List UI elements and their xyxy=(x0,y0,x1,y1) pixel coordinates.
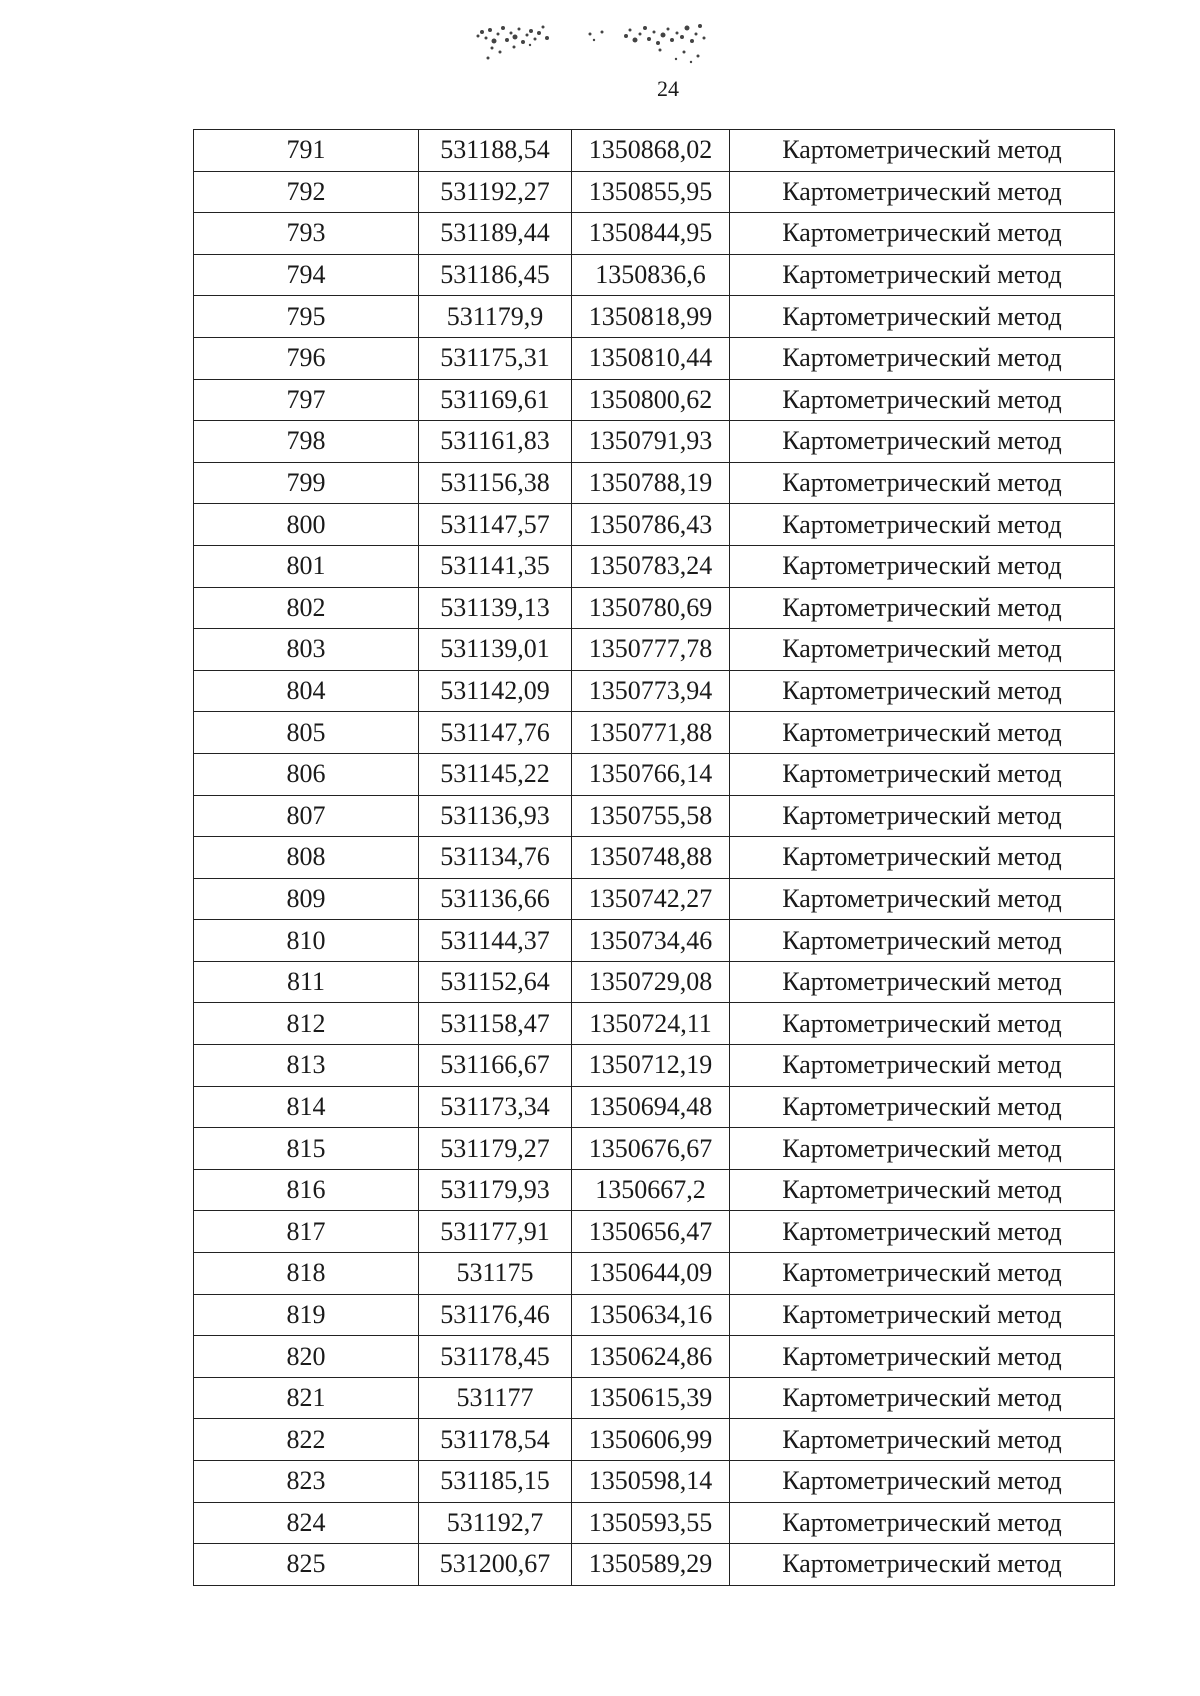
x-coordinate-cell: 531141,35 xyxy=(419,545,572,587)
method-cell: Картометрический метод xyxy=(730,171,1115,213)
y-coordinate-cell: 1350777,78 xyxy=(572,629,730,671)
method-cell: Картометрический метод xyxy=(730,1253,1115,1295)
method-cell: Картометрический метод xyxy=(730,213,1115,255)
table-row xyxy=(194,1128,1115,1170)
y-coordinate-cell: 1350755,58 xyxy=(572,795,730,837)
y-coordinate-cell: 1350771,88 xyxy=(572,712,730,754)
method-cell: Картометрический метод xyxy=(730,545,1115,587)
method-cell: Картометрический метод xyxy=(730,337,1115,379)
y-coordinate-cell: 1350818,99 xyxy=(572,296,730,338)
x-coordinate-cell: 531179,27 xyxy=(419,1128,572,1170)
x-coordinate-cell: 531178,54 xyxy=(419,1419,572,1461)
point-number-cell: 805 xyxy=(194,712,419,754)
y-coordinate-cell: 1350868,02 xyxy=(572,130,730,172)
y-coordinate-cell: 1350589,29 xyxy=(572,1544,730,1586)
x-coordinate-cell: 531144,37 xyxy=(419,920,572,962)
point-number-cell: 798 xyxy=(194,421,419,463)
table-row xyxy=(194,1461,1115,1503)
x-coordinate-cell: 531169,61 xyxy=(419,379,572,421)
method-cell: Картометрический метод xyxy=(730,878,1115,920)
method-cell: Картометрический метод xyxy=(730,1419,1115,1461)
point-number-cell: 809 xyxy=(194,878,419,920)
y-coordinate-cell: 1350766,14 xyxy=(572,753,730,795)
method-cell: Картометрический метод xyxy=(730,837,1115,879)
y-coordinate-cell: 1350773,94 xyxy=(572,670,730,712)
y-coordinate-cell: 1350729,08 xyxy=(572,961,730,1003)
x-coordinate-cell: 531173,34 xyxy=(419,1086,572,1128)
method-cell: Картометрический метод xyxy=(730,1003,1115,1045)
y-coordinate-cell: 1350656,47 xyxy=(572,1211,730,1253)
method-cell: Картометрический метод xyxy=(730,670,1115,712)
table-row xyxy=(194,629,1115,671)
table-row xyxy=(194,462,1115,504)
point-number-cell: 813 xyxy=(194,1045,419,1087)
illegible-stamp-marks xyxy=(470,14,740,68)
table-row xyxy=(194,296,1115,338)
point-number-cell: 823 xyxy=(194,1461,419,1503)
x-coordinate-cell: 531136,93 xyxy=(419,795,572,837)
method-cell: Картометрический метод xyxy=(730,587,1115,629)
x-coordinate-cell: 531147,76 xyxy=(419,712,572,754)
y-coordinate-cell: 1350598,14 xyxy=(572,1461,730,1503)
method-cell: Картометрический метод xyxy=(730,1544,1115,1586)
table-row xyxy=(194,213,1115,255)
table-row xyxy=(194,753,1115,795)
method-cell: Картометрический метод xyxy=(730,296,1115,338)
table-row xyxy=(194,337,1115,379)
x-coordinate-cell: 531166,67 xyxy=(419,1045,572,1087)
y-coordinate-cell: 1350748,88 xyxy=(572,837,730,879)
y-coordinate-cell: 1350724,11 xyxy=(572,1003,730,1045)
x-coordinate-cell: 531179,9 xyxy=(419,296,572,338)
x-coordinate-cell: 531200,67 xyxy=(419,1544,572,1586)
table-row xyxy=(194,379,1115,421)
table-row xyxy=(194,545,1115,587)
point-number-cell: 797 xyxy=(194,379,419,421)
point-number-cell: 803 xyxy=(194,629,419,671)
method-cell: Картометрический метод xyxy=(730,1294,1115,1336)
point-number-cell: 791 xyxy=(194,130,419,172)
method-cell: Картометрический метод xyxy=(730,1377,1115,1419)
table-row xyxy=(194,1169,1115,1211)
point-number-cell: 812 xyxy=(194,1003,419,1045)
point-number-cell: 802 xyxy=(194,587,419,629)
table-row xyxy=(194,1377,1115,1419)
point-number-cell: 807 xyxy=(194,795,419,837)
x-coordinate-cell: 531177,91 xyxy=(419,1211,572,1253)
y-coordinate-cell: 1350634,16 xyxy=(572,1294,730,1336)
point-number-cell: 800 xyxy=(194,504,419,546)
y-coordinate-cell: 1350615,39 xyxy=(572,1377,730,1419)
table-row xyxy=(194,504,1115,546)
method-cell: Картометрический метод xyxy=(730,254,1115,296)
point-number-cell: 806 xyxy=(194,753,419,795)
x-coordinate-cell: 531192,27 xyxy=(419,171,572,213)
x-coordinate-cell: 531152,64 xyxy=(419,961,572,1003)
x-coordinate-cell: 531176,46 xyxy=(419,1294,572,1336)
y-coordinate-cell: 1350734,46 xyxy=(572,920,730,962)
method-cell: Картометрический метод xyxy=(730,1128,1115,1170)
coordinates-table-body xyxy=(194,130,1115,1586)
x-coordinate-cell: 531179,93 xyxy=(419,1169,572,1211)
table-row xyxy=(194,254,1115,296)
table-row xyxy=(194,670,1115,712)
point-number-cell: 821 xyxy=(194,1377,419,1419)
x-coordinate-cell: 531186,45 xyxy=(419,254,572,296)
method-cell: Картометрический метод xyxy=(730,1502,1115,1544)
table-row xyxy=(194,1419,1115,1461)
x-coordinate-cell: 531177 xyxy=(419,1377,572,1419)
y-coordinate-cell: 1350855,95 xyxy=(572,171,730,213)
table-row xyxy=(194,1336,1115,1378)
table-row xyxy=(194,1003,1115,1045)
x-coordinate-cell: 531136,66 xyxy=(419,878,572,920)
table-row xyxy=(194,421,1115,463)
page-number: 24 xyxy=(657,76,679,101)
point-number-cell: 799 xyxy=(194,462,419,504)
table-row xyxy=(194,920,1115,962)
y-coordinate-cell: 1350644,09 xyxy=(572,1253,730,1295)
table-row xyxy=(194,961,1115,1003)
method-cell: Картометрический метод xyxy=(730,1169,1115,1211)
point-number-cell: 808 xyxy=(194,837,419,879)
x-coordinate-cell: 531161,83 xyxy=(419,421,572,463)
x-coordinate-cell: 531185,15 xyxy=(419,1461,572,1503)
point-number-cell: 796 xyxy=(194,337,419,379)
y-coordinate-cell: 1350593,55 xyxy=(572,1502,730,1544)
table-row xyxy=(194,712,1115,754)
y-coordinate-cell: 1350788,19 xyxy=(572,462,730,504)
y-coordinate-cell: 1350624,86 xyxy=(572,1336,730,1378)
y-coordinate-cell: 1350606,99 xyxy=(572,1419,730,1461)
point-number-cell: 816 xyxy=(194,1169,419,1211)
table-row xyxy=(194,1045,1115,1087)
method-cell: Картометрический метод xyxy=(730,379,1115,421)
table-row xyxy=(194,878,1115,920)
point-number-cell: 814 xyxy=(194,1086,419,1128)
point-number-cell: 795 xyxy=(194,296,419,338)
x-coordinate-cell: 531139,13 xyxy=(419,587,572,629)
method-cell: Картометрический метод xyxy=(730,1045,1115,1087)
table-row xyxy=(194,1086,1115,1128)
x-coordinate-cell: 531142,09 xyxy=(419,670,572,712)
table-row xyxy=(194,587,1115,629)
table-row xyxy=(194,1253,1115,1295)
method-cell: Картометрический метод xyxy=(730,629,1115,671)
y-coordinate-cell: 1350780,69 xyxy=(572,587,730,629)
point-number-cell: 819 xyxy=(194,1294,419,1336)
table-row xyxy=(194,171,1115,213)
point-number-cell: 794 xyxy=(194,254,419,296)
point-number-cell: 801 xyxy=(194,545,419,587)
table-row xyxy=(194,795,1115,837)
x-coordinate-cell: 531147,57 xyxy=(419,504,572,546)
x-coordinate-cell: 531175,31 xyxy=(419,337,572,379)
method-cell: Картометрический метод xyxy=(730,753,1115,795)
method-cell: Картометрический метод xyxy=(730,920,1115,962)
x-coordinate-cell: 531178,45 xyxy=(419,1336,572,1378)
table-row xyxy=(194,130,1115,172)
point-number-cell: 818 xyxy=(194,1253,419,1295)
method-cell: Картометрический метод xyxy=(730,421,1115,463)
method-cell: Картометрический метод xyxy=(730,130,1115,172)
point-number-cell: 793 xyxy=(194,213,419,255)
x-coordinate-cell: 531175 xyxy=(419,1253,572,1295)
x-coordinate-cell: 531156,38 xyxy=(419,462,572,504)
point-number-cell: 811 xyxy=(194,961,419,1003)
y-coordinate-cell: 1350712,19 xyxy=(572,1045,730,1087)
point-number-cell: 825 xyxy=(194,1544,419,1586)
y-coordinate-cell: 1350742,27 xyxy=(572,878,730,920)
table-row xyxy=(194,837,1115,879)
x-coordinate-cell: 531188,54 xyxy=(419,130,572,172)
method-cell: Картометрический метод xyxy=(730,795,1115,837)
coordinates-table xyxy=(193,129,1115,1586)
table-row xyxy=(194,1211,1115,1253)
y-coordinate-cell: 1350676,67 xyxy=(572,1128,730,1170)
y-coordinate-cell: 1350791,93 xyxy=(572,421,730,463)
table-row xyxy=(194,1294,1115,1336)
y-coordinate-cell: 1350836,6 xyxy=(572,254,730,296)
point-number-cell: 817 xyxy=(194,1211,419,1253)
method-cell: Картометрический метод xyxy=(730,1336,1115,1378)
method-cell: Картометрический метод xyxy=(730,712,1115,754)
y-coordinate-cell: 1350694,48 xyxy=(572,1086,730,1128)
y-coordinate-cell: 1350800,62 xyxy=(572,379,730,421)
y-coordinate-cell: 1350786,43 xyxy=(572,504,730,546)
point-number-cell: 810 xyxy=(194,920,419,962)
x-coordinate-cell: 531134,76 xyxy=(419,837,572,879)
point-number-cell: 804 xyxy=(194,670,419,712)
point-number-cell: 822 xyxy=(194,1419,419,1461)
method-cell: Картометрический метод xyxy=(730,462,1115,504)
point-number-cell: 820 xyxy=(194,1336,419,1378)
point-number-cell: 815 xyxy=(194,1128,419,1170)
y-coordinate-cell: 1350783,24 xyxy=(572,545,730,587)
point-number-cell: 792 xyxy=(194,171,419,213)
y-coordinate-cell: 1350844,95 xyxy=(572,213,730,255)
x-coordinate-cell: 531145,22 xyxy=(419,753,572,795)
method-cell: Картометрический метод xyxy=(730,504,1115,546)
y-coordinate-cell: 1350667,2 xyxy=(572,1169,730,1211)
method-cell: Картометрический метод xyxy=(730,1461,1115,1503)
method-cell: Картометрический метод xyxy=(730,1211,1115,1253)
y-coordinate-cell: 1350810,44 xyxy=(572,337,730,379)
point-number-cell: 824 xyxy=(194,1502,419,1544)
table-row xyxy=(194,1544,1115,1586)
method-cell: Картометрический метод xyxy=(730,961,1115,1003)
x-coordinate-cell: 531192,7 xyxy=(419,1502,572,1544)
x-coordinate-cell: 531189,44 xyxy=(419,213,572,255)
x-coordinate-cell: 531139,01 xyxy=(419,629,572,671)
table-row xyxy=(194,1502,1115,1544)
method-cell: Картометрический метод xyxy=(730,1086,1115,1128)
x-coordinate-cell: 531158,47 xyxy=(419,1003,572,1045)
